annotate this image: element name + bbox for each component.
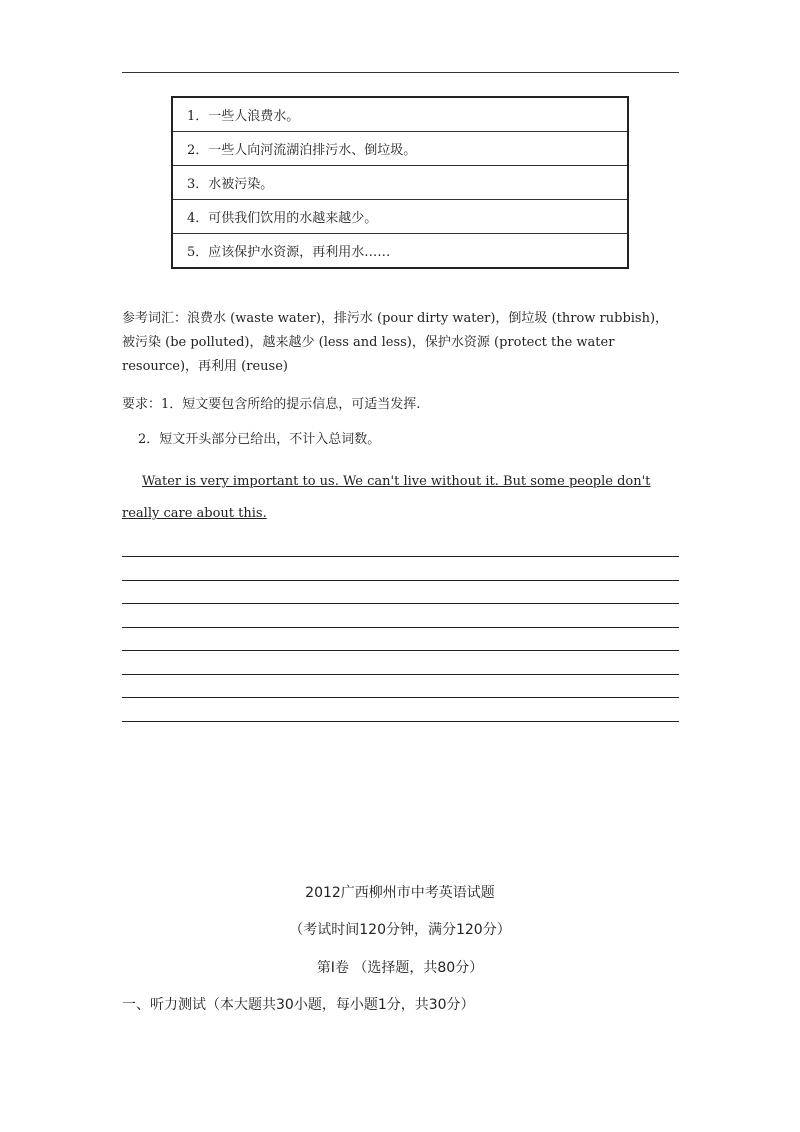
hint-row [172, 200, 628, 234]
hint-row [172, 132, 628, 166]
hint-row [172, 166, 628, 200]
requirement-1: 要求：1．短文要包含所给的提示信息，可适当发挥. [122, 397, 421, 412]
vocabulary-paragraph: 参考词汇：浪费水 (waste water)，排污水 (pour dirty water)，倒垃圾 (throw rubbish)，被污染 (be polluted)，越来越少 (less and less)，保护水资源 (protect the water resource)，再利用 (reuse) [122, 311, 669, 374]
hint-table [171, 96, 629, 269]
header-rule [122, 72, 679, 73]
hint-cell: 2．一些人向河流湖泊排污水、倒垃圾。 [172, 132, 628, 166]
writing-line [122, 650, 679, 651]
requirement-2: 2．短文开头部分已给出，不计入总词数。 [138, 432, 381, 447]
writing-lines [122, 556, 679, 744]
exam-title: 2012广西柳州市中考英语试题 [305, 885, 495, 901]
hint-cell: 4．可供我们饮用的水越来越少。 [172, 200, 628, 234]
writing-line [122, 697, 679, 698]
exam-time: （考试时间120分钟，满分120分） [289, 922, 511, 938]
hint-cell: 5．应该保护水资源，再利用水…… [187, 245, 391, 260]
hint-cell: 1．一些人浪费水。 [172, 97, 628, 132]
hint-row [172, 97, 628, 132]
writing-line [122, 721, 679, 722]
writing-line [122, 627, 679, 628]
writing-line [122, 674, 679, 675]
writing-line [122, 603, 679, 604]
writing-line [122, 556, 679, 557]
hint-cell: 3．水被污染。 [172, 166, 628, 200]
opening-sentence: Water is very important to us. We can't live without it. But some people don't really care about this. [122, 474, 651, 521]
exam-part: 第I卷 （选择题，共80分） [316, 960, 484, 976]
writing-line [122, 580, 679, 581]
section-heading: 一、听力测试（本大题共30小题，每小题1分，共30分） [122, 997, 475, 1013]
hint-row [172, 234, 628, 269]
